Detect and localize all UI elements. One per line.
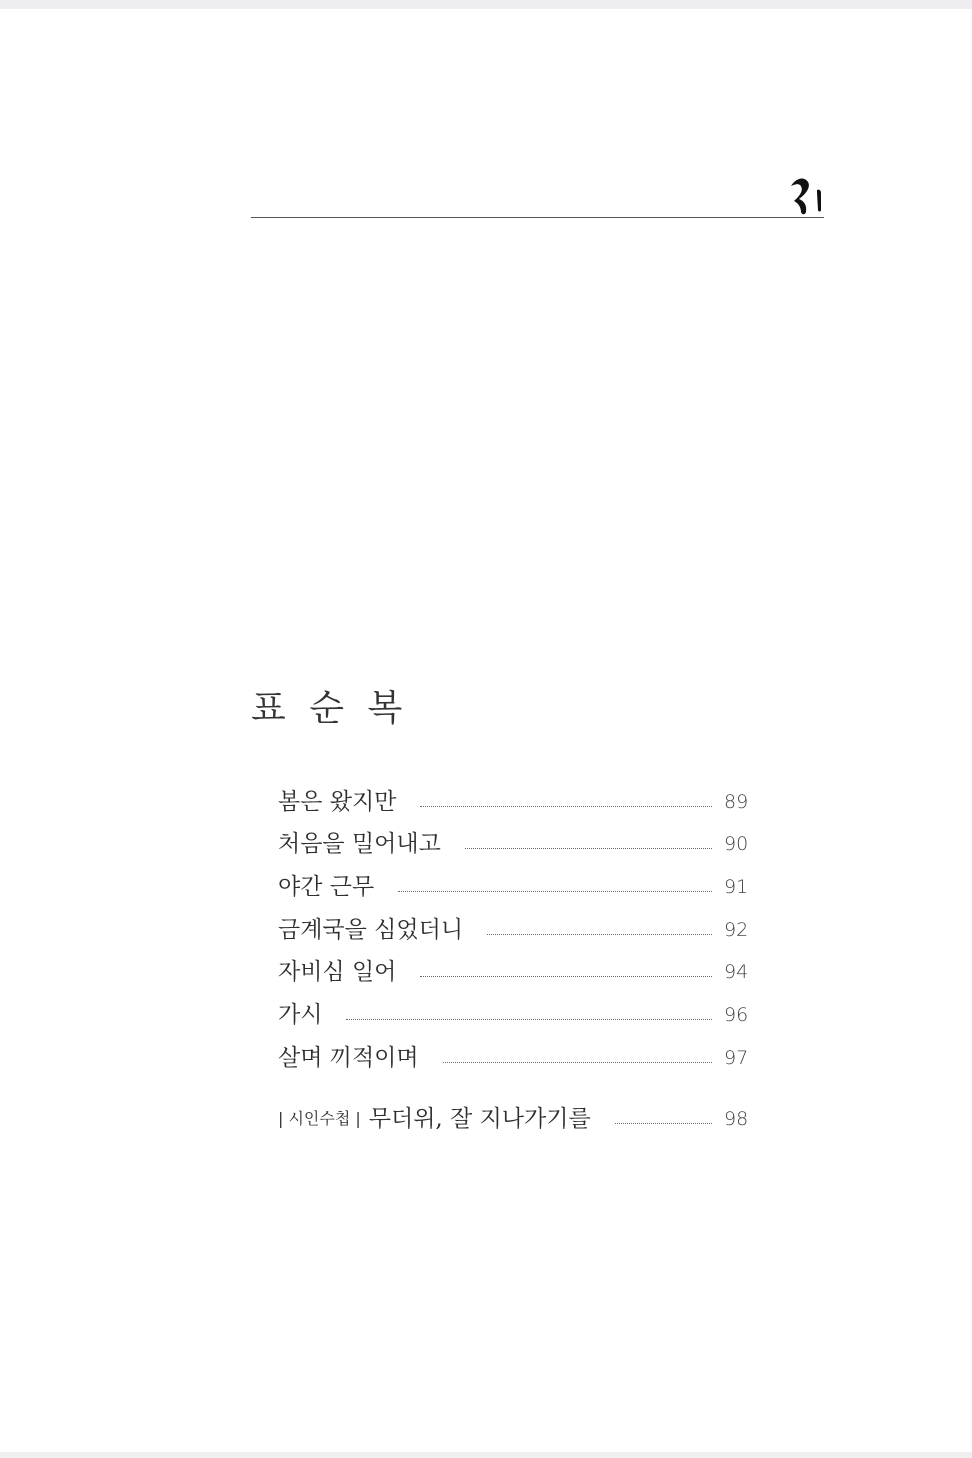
toc-entry-title: 봄은 왔지만: [278, 788, 397, 815]
toc-entry-page: 94: [724, 961, 749, 984]
toc-dot-leader: [465, 848, 712, 849]
toc-entry[interactable]: [278, 1032, 749, 1075]
toc-dot-leader: [487, 934, 712, 935]
toc-entry[interactable]: [278, 947, 749, 990]
toc-note-prefix: | 시인수첩 |: [278, 1108, 361, 1128]
header-rule: [251, 217, 824, 218]
top-border-strip: [0, 0, 972, 9]
toc-entry-page: 91: [724, 876, 749, 899]
toc-entry-page: 89: [724, 790, 749, 813]
toc-entry-title: 살며 끼적이며: [278, 1044, 419, 1071]
calligraphic-glyph-icon: [788, 172, 828, 216]
toc-entry-title: 야간 근무: [278, 874, 375, 901]
toc-dot-leader: [346, 1019, 712, 1020]
toc-entry[interactable]: [278, 819, 749, 862]
toc-note-entry[interactable]: [278, 1093, 749, 1136]
bottom-border-strip: [0, 1452, 972, 1458]
toc-entry[interactable]: [278, 776, 749, 819]
author-name: 표 순 복: [251, 688, 409, 729]
toc-note-title: 무더위, 잘 지나가기를: [368, 1105, 591, 1132]
toc-entry[interactable]: [278, 904, 749, 947]
toc-note-page: 98: [724, 1107, 749, 1130]
toc-entry-page: 92: [724, 918, 749, 941]
toc-dot-leader: [443, 1062, 712, 1063]
toc-entry-title: 금계국을 심었더니: [278, 916, 464, 943]
toc-entry[interactable]: [278, 989, 749, 1032]
toc-entry-title: 처음을 밀어내고: [278, 831, 441, 858]
toc-dot-leader: [615, 1123, 712, 1124]
toc-entry-title: 자비심 일어: [278, 959, 397, 986]
toc-entry-page: 90: [724, 833, 749, 856]
toc-dot-leader: [398, 891, 712, 892]
toc-entry-page: 97: [724, 1046, 749, 1069]
toc-entry[interactable]: [278, 861, 749, 904]
toc-dot-leader: [420, 976, 712, 977]
toc-dot-leader: [420, 806, 712, 807]
toc-entry-title: 가시: [278, 1002, 323, 1029]
toc-entry-page: 96: [724, 1004, 749, 1027]
table-of-contents: [278, 776, 749, 1136]
